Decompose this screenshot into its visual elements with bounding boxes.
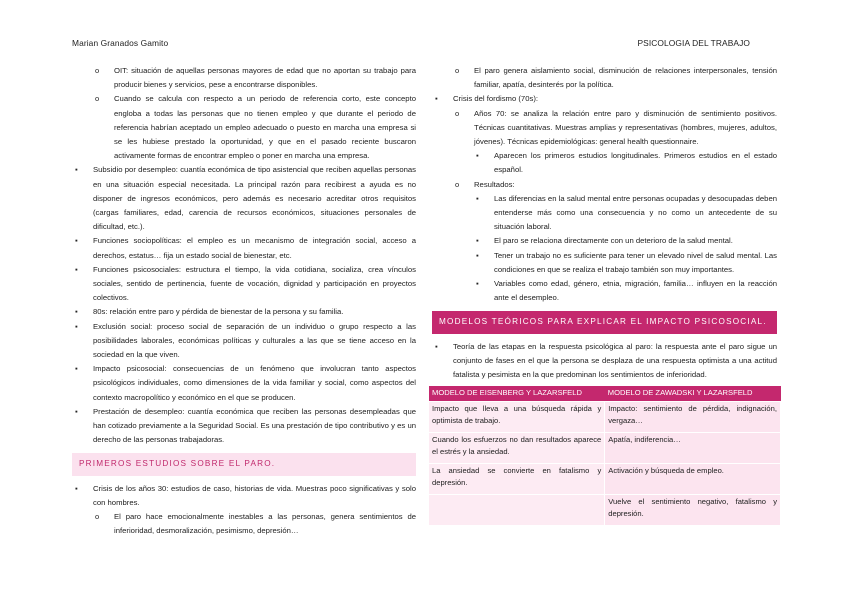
right-column	[432, 64, 777, 525]
table-cell: Apatía, indiferencia…	[605, 432, 781, 463]
square-bullet-icon: ▪	[476, 151, 479, 161]
table-cell: Activación y búsqueda de empleo.	[605, 463, 781, 494]
table-cell: Vuelve el sentimiento negativo, fatalismo y depresión.	[605, 494, 781, 525]
square-bullet-icon: ▪	[75, 406, 78, 416]
table-header-zawadski: MODELO DE ZAWADSKI Y LAZARSFELD	[605, 386, 781, 401]
list-item	[72, 263, 416, 306]
list-item	[72, 234, 416, 262]
square-bullet-icon: ▪	[75, 236, 78, 246]
list-item-text: 80s: relación entre paro y pérdida de bienestar de la persona y su familia.	[93, 307, 344, 317]
list-item	[432, 192, 777, 235]
list-item	[72, 362, 416, 405]
list-item-text: Teoría de las etapas en la respuesta psicológica al paro: la respuesta ante el paro sigue un conjunto de fases en el que la persona se desplaza de una respuesta optimista a una actitud fatalista y pesimista en la que predominan los sentimientos de inferioridad.	[453, 341, 777, 380]
square-bullet-icon: ▪	[75, 364, 78, 374]
table-row	[429, 401, 781, 432]
list-item	[72, 320, 416, 363]
list-item-text: Las diferencias en la salud mental entre personas ocupadas y desocupadas deben entenderse más como una consecuencia y no como un antecedente de su situación laboral.	[494, 193, 777, 232]
list-item-text: Crisis del fordismo (70s):	[453, 94, 539, 104]
table-header-row	[429, 386, 781, 401]
list-item-text: Cuando se calcula con respecto a un periodo de referencia corto, este concepto engloba a todas las personas que no tienen empleo y que durante el periodo de referencia habrían aceptado un empleo adecuado o puesto en marcha una empresa si se les hubiese prestado la oportunidad, y que en el pasado reciente buscaron activamente formas de encontrar empleo o poner en marcha una empresa.	[114, 94, 416, 161]
list-item-text: Crisis de los años 30: estudios de caso, historias de vida. Muestras poco significativas y solo con hombres.	[93, 483, 416, 507]
square-bullet-icon: ▪	[476, 250, 479, 260]
list-item	[72, 405, 416, 448]
list-item-text: Resultados:	[474, 179, 515, 189]
square-bullet-icon: ▪	[75, 165, 78, 175]
square-bullet-icon: ▪	[476, 236, 479, 246]
list-item	[432, 64, 777, 92]
square-bullet-icon: ▪	[75, 321, 78, 331]
list-item-text: El paro hace emocionalmente inestables a las personas, genera sentimientos de inferioridad, desmoralización, pesimismo, depresión…	[114, 512, 416, 536]
list-item	[432, 234, 777, 248]
circle-bullet-icon: o	[95, 66, 100, 75]
square-bullet-icon: ▪	[435, 341, 438, 351]
table-cell: Impacto: sentimiento de pérdida, indignación, vergaza…	[605, 401, 781, 432]
table-cell: La ansiedad se convierte en fatalismo y depresión.	[429, 463, 605, 494]
list-item-text: Aparecen los primeros estudios longitudinales. Primeros estudios en el estado español.	[494, 151, 777, 175]
list-item	[432, 277, 777, 305]
list-item	[72, 482, 416, 510]
list-item-text: Funciones psicosociales: estructura el tiempo, la vida cotidiana, socializa, crea vínculos sociales, sentido de pertinencia, fuente de vocación, dignidad y participación en proyectos colectivos.	[93, 264, 416, 303]
list-item-text: Variables como edad, género, etnia, migración, familia… influyen en la reacción ante el desempleo.	[494, 279, 777, 303]
section-heading-modelos-teoricos: MODELOS TEÓRICOS PARA EXPLICAR EL IMPACTO PSICOSOCIAL.	[432, 311, 777, 333]
circle-bullet-icon: o	[95, 94, 100, 104]
square-bullet-icon: ▪	[476, 193, 479, 203]
list-item	[432, 149, 777, 177]
list-item-text: Años 70: se analiza la relación entre paro y disminución de sentimiento positivos. Técnicas cuantitativas. Muestras amplias y representativas (hombres, mujeres, adultos, jóvenes). Técnicas epidemiológicas: general health questionnaire.	[474, 108, 777, 147]
section-heading-primeros-estudios: PRIMEROS ESTUDIOS SOBRE EL PARO.	[72, 453, 416, 475]
table-header-eisenberg: MODELO DE EISENBERG Y LAZARSFELD	[429, 386, 605, 401]
author-name: Marian Granados Gamito	[72, 38, 169, 48]
square-bullet-icon: ▪	[75, 264, 78, 274]
list-item	[72, 92, 416, 163]
circle-bullet-icon: o	[95, 512, 100, 522]
square-bullet-icon: ▪	[75, 307, 78, 317]
table-cell: Impacto que lleva a una búsqueda rápida y optimista de trabajo.	[429, 401, 605, 432]
square-bullet-icon: ▪	[435, 94, 438, 104]
list-item-text: OIT: situación de aquellas personas mayores de edad que no aportan su trabajo para producir bienes y servicios, pese a encontrarse disponibles.	[114, 66, 416, 90]
list-item-text: Impacto psicosocial: consecuencias de un fenómeno que involucran tanto aspectos psicológicos individuales, como dimensiones de la vida familiar y social, como aspectos del contexto macropolítico y económico en el que se producen.	[93, 364, 416, 402]
list-item-text: El paro se relaciona directamente con un deterioro de la salud mental.	[494, 236, 733, 246]
list-item-text: Funciones sociopolíticas: el empleo es un mecanismo de integración social, acceso a derechos, estatus… fija un estado social de bienestar, etc.	[93, 236, 416, 260]
table-row	[429, 432, 781, 463]
list-item-text: Subsidio por desempleo: cuantía económica de tipo asistencial que reciben aquellas personas en una situación especial necesitada. La principal razón para recibirest a ayuda es no disponer de ingresos económicos, pero además es necesario acreditar otros requisitos (cargas familiares, edad, carencia de recursos económicos, situaciones personales de dificultad, etc.).	[93, 165, 416, 232]
list-item-text: Exclusión social: proceso social de separación de un individuo o grupo respecto a las posibilidades laborales, económicas políticas y culturales a las que se tiene acceso en la sociedad en la que viven.	[93, 321, 416, 360]
list-item-text: Tener un trabajo no es suficiente para tener un elevado nivel de salud mental. Las condiciones en que se realiza el trabajo también son muy importantes.	[494, 250, 777, 274]
list-item	[432, 340, 777, 383]
list-item-resultados	[432, 178, 777, 192]
table-row	[429, 494, 781, 525]
circle-bullet-icon: o	[455, 66, 460, 75]
circle-bullet-icon: o	[455, 179, 460, 189]
list-item	[72, 163, 416, 234]
list-item	[72, 510, 416, 538]
document-subject: PSICOLOGIA DEL TRABAJO	[637, 38, 750, 48]
list-item-text: Prestación de desempleo: cuantía económica que reciben las personas desempleadas que han cotizado previamente a la Seguridad Social. Es una prestación de tipo contributivo y es un derecho de las personas trabajadoras.	[93, 406, 416, 445]
table-cell	[429, 494, 605, 525]
square-bullet-icon: ▪	[75, 483, 78, 493]
list-item	[432, 249, 777, 277]
list-item-text: El paro genera aislamiento social, disminución de relaciones interpersonales, tensión familiar, apatía, desinterés por la política.	[474, 66, 777, 90]
square-bullet-icon: ▪	[476, 279, 479, 289]
left-column	[72, 64, 416, 539]
models-comparison-table	[429, 386, 781, 525]
table-cell: Cuando los esfuerzos no dan resultados aparece el estrés y la ansiedad.	[429, 432, 605, 463]
table-row	[429, 463, 781, 494]
circle-bullet-icon: o	[455, 108, 460, 118]
list-item	[72, 64, 416, 92]
list-item	[72, 305, 416, 319]
list-item	[432, 107, 777, 150]
list-item-crisis-fordismo	[432, 92, 777, 106]
